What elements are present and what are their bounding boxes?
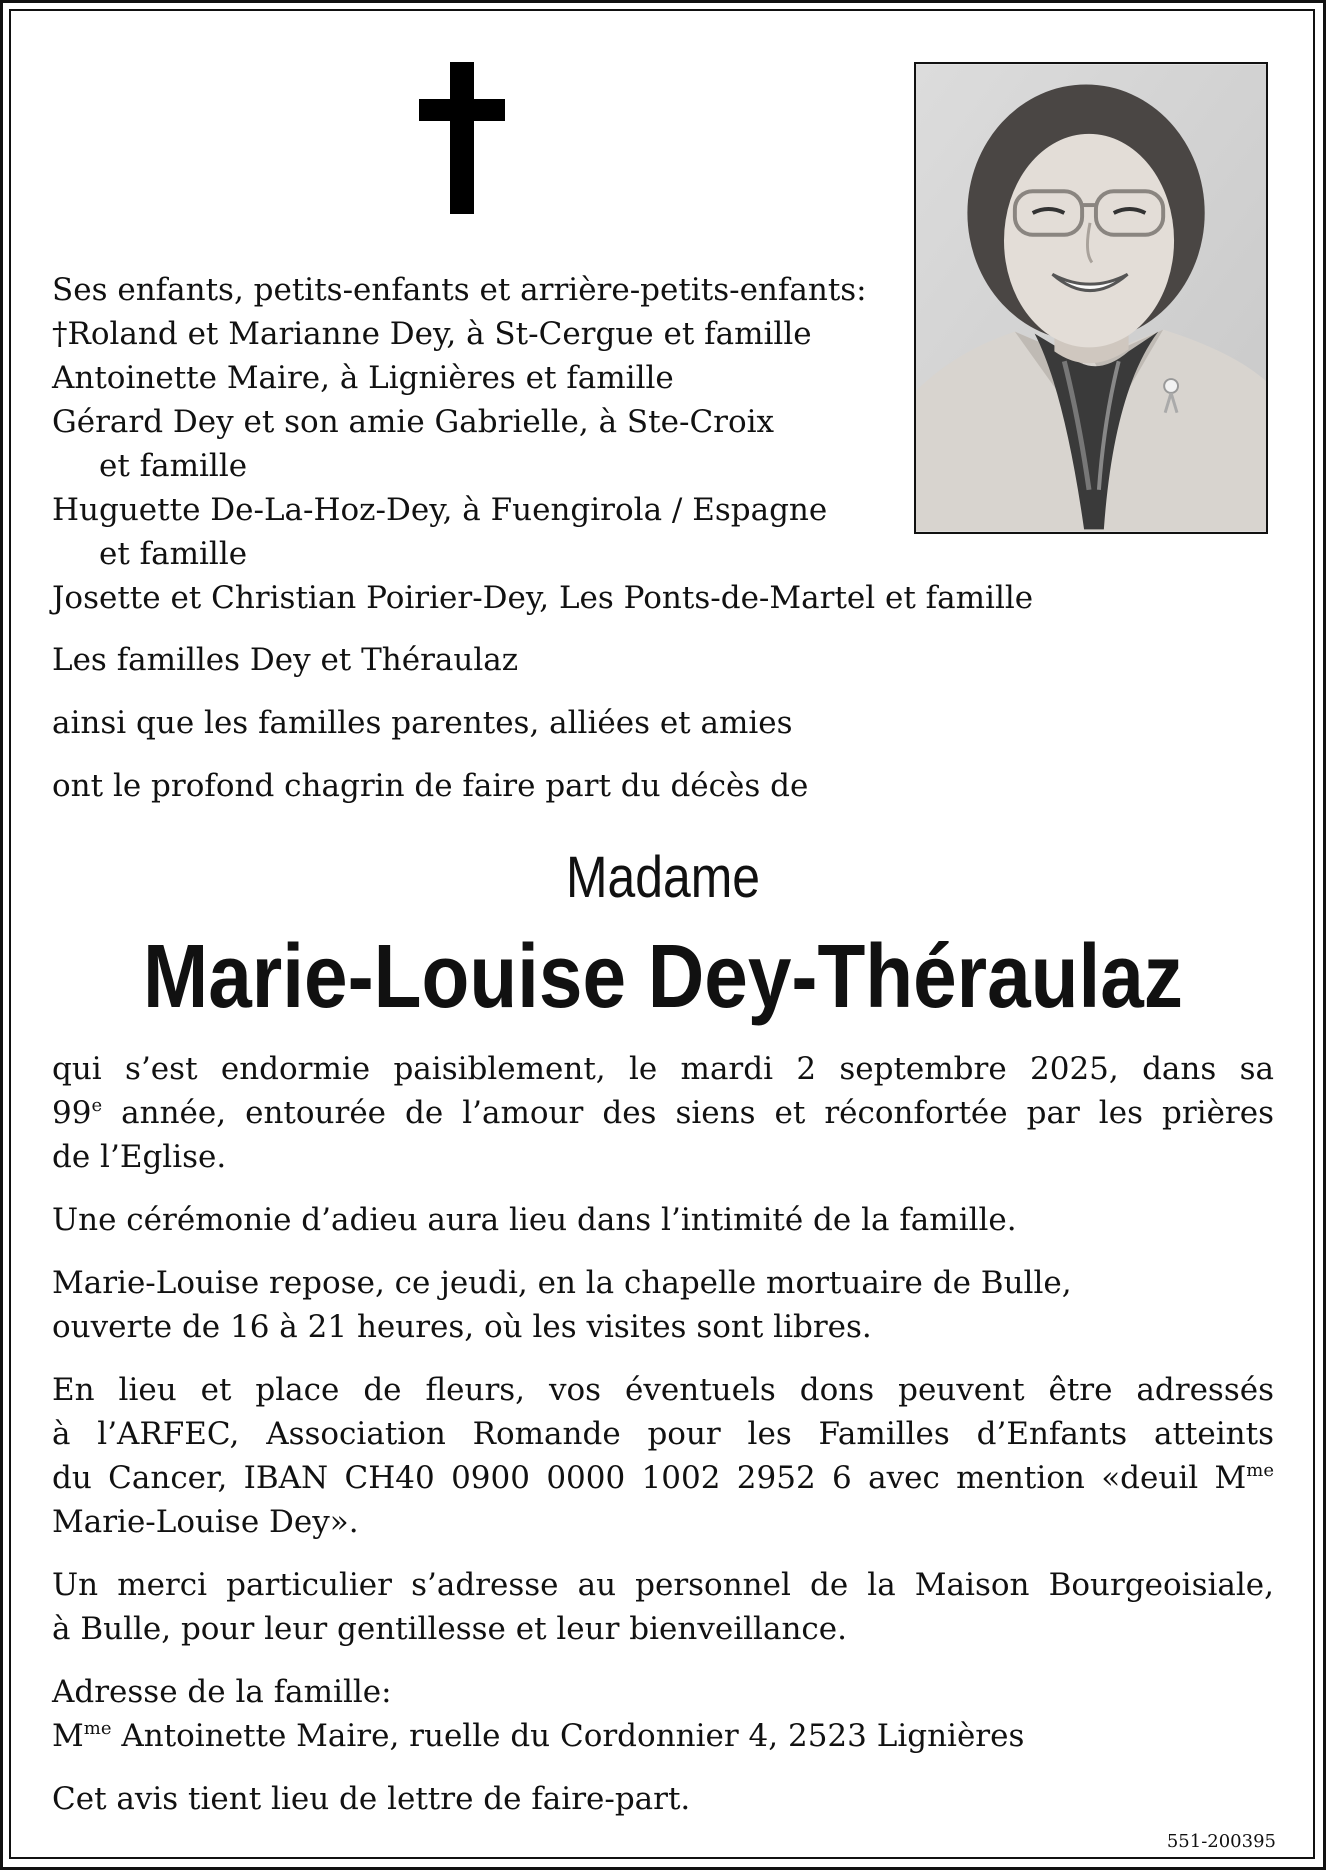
honorific: Madame: [565, 845, 761, 910]
family-member-continuation: et famille: [99, 536, 248, 572]
families-line: Les familles Dey et Théraulaz: [52, 642, 519, 678]
age-number: 99: [52, 1095, 92, 1131]
age-suffix: e: [91, 1095, 103, 1116]
address-prefix: M: [52, 1718, 84, 1754]
thanks-line: Un merci particulier s’adresse au personnel de la Maison Bourgeoisiale,: [52, 1567, 1274, 1603]
visitation-line: ouverte de 16 à 21 heures, où les visites sont libres.: [52, 1309, 872, 1345]
address-text: Antoinette Maire, ruelle du Cordonnier 4, 2523 Lignières: [111, 1718, 1025, 1754]
passing-line: [52, 1091, 1274, 1135]
announcement-body: [52, 1047, 1274, 1840]
cross-icon: [419, 62, 505, 214]
visitation-paragraph: [52, 1261, 1274, 1349]
passing-paragraph: [52, 1047, 1274, 1179]
relatives-line: ainsi que les familles parentes, alliées et amies: [52, 705, 793, 741]
family-list: [52, 268, 1052, 620]
donations-line: [52, 1456, 1274, 1500]
title-suffix: me: [1246, 1460, 1274, 1481]
family-member: Gérard Dey et son amie Gabrielle, à Ste-Croix: [52, 404, 775, 440]
thanks-paragraph: [52, 1563, 1274, 1651]
family-member: Antoinette Maire, à Lignières et famille: [52, 360, 674, 396]
donations-text: du Cancer, IBAN CH40 0900 0000 1002 2952 6 avec mention «deuil M: [52, 1460, 1247, 1496]
thanks-line: à Bulle, pour leur gentillesse et leur bienveillance.: [52, 1611, 847, 1647]
passing-line: de l’Eglise.: [52, 1139, 227, 1175]
closing-line: Cet avis tient lieu de lettre de faire-part.: [52, 1781, 691, 1817]
announcement-line: ont le profond chagrin de faire part du décès de: [52, 768, 809, 804]
address-label: Adresse de la famille:: [52, 1674, 392, 1710]
family-member-continuation: et famille: [99, 448, 248, 484]
donations-line: à l’ARFEC, Association Romande pour les Familles d’Enfants atteints: [52, 1416, 1274, 1452]
family-member: †Roland et Marianne Dey, à St-Cergue et famille: [52, 316, 812, 352]
passing-line: qui s’est endormie paisiblement, le mardi 2 septembre 2025, dans sa: [52, 1051, 1274, 1087]
passing-text: année, entourée de l’amour des siens et réconfortée par les prières: [102, 1095, 1274, 1131]
family-member: Huguette De-La-Hoz-Dey, à Fuengirola / Espagne: [52, 492, 828, 528]
donations-line: En lieu et place de fleurs, vos éventuels dons peuvent être adressés: [52, 1372, 1274, 1408]
reference-number: 551-200395: [1166, 1831, 1276, 1852]
family-member: Josette et Christian Poirier-Dey, Les Ponts-de-Martel et famille: [52, 580, 1034, 616]
title-suffix: me: [83, 1718, 112, 1739]
family-intro: Ses enfants, petits-enfants et arrière-petits-enfants:: [52, 272, 867, 308]
address-paragraph: [52, 1670, 1274, 1758]
deceased-name: Marie-Louise Dey-Théraulaz: [143, 927, 1183, 1027]
visitation-line: Marie-Louise repose, ce jeudi, en la chapelle mortuaire de Bulle,: [52, 1265, 1072, 1301]
donations-line: Marie-Louise Dey».: [52, 1504, 359, 1540]
address-line: [52, 1714, 1274, 1758]
donations-paragraph: [52, 1368, 1274, 1544]
ceremony-paragraph: Une cérémonie d’adieu aura lieu dans l’intimité de la famille.: [52, 1202, 1017, 1238]
